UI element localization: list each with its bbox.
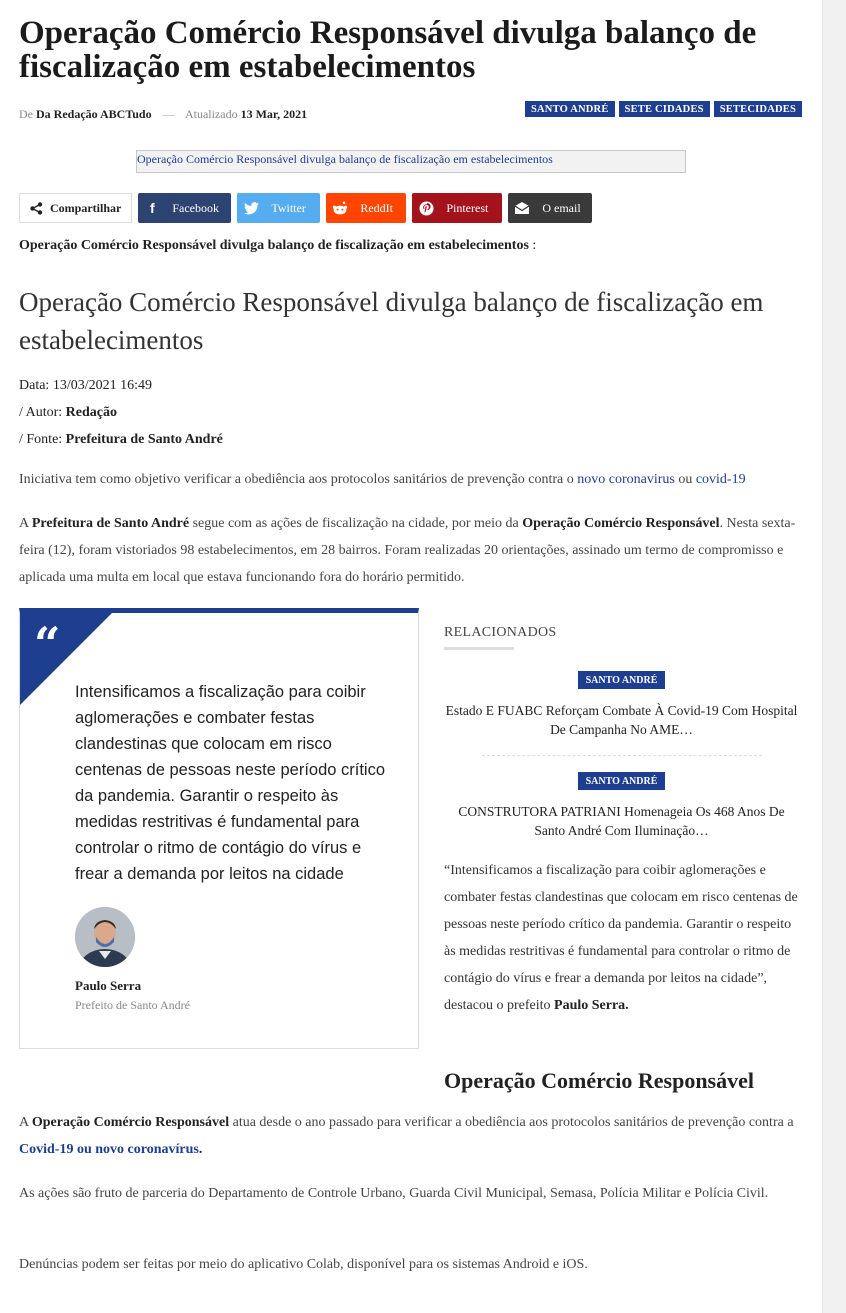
share-label-text: Compartilhar bbox=[50, 200, 122, 215]
email-icon bbox=[508, 193, 536, 223]
p2-a: A bbox=[19, 516, 32, 531]
related-item-title[interactable]: CONSTRUTORA PATRIANI Homenageia Os 468 Anos De Santo André Com Iluminação… bbox=[458, 804, 785, 838]
quote-paragraph bbox=[444, 857, 800, 1019]
pinterest-icon bbox=[412, 193, 440, 223]
info-date: Data: 13/03/2021 16:49 bbox=[19, 378, 152, 393]
paragraph-operation-details bbox=[19, 1109, 802, 1163]
related-item bbox=[444, 670, 799, 757]
p1-text: Iniciativa tem como objetivo verificar a obediência aos protocolos sanitários de prevenção contra o bbox=[19, 472, 578, 487]
share-email-button[interactable] bbox=[508, 193, 592, 223]
category-tag-setecidades[interactable]: SETECIDADES bbox=[714, 101, 802, 117]
info-source-value: Prefeitura de Santo André bbox=[65, 432, 223, 447]
related-item bbox=[444, 771, 799, 840]
article-info bbox=[19, 372, 223, 453]
article-subtitle: Operação Comércio Responsável divulga balanço de fiscalização em estabelecimentos bbox=[19, 287, 764, 355]
lead-suffix: : bbox=[528, 238, 537, 253]
paragraph-partnership: As ações são fruto de parceria do Departamento de Controle Urbano, Guarda Civil Municipal, Semasa, Polícia Militar e Polícia Civil. bbox=[19, 1186, 769, 1201]
info-source bbox=[19, 426, 223, 453]
paragraph-reports: Denúncias podem ser feitas por meio do aplicativo Colab, disponível para os sistemas Android e iOS. bbox=[19, 1257, 588, 1272]
quote-author-role: Prefeito de Santo André bbox=[75, 998, 190, 1012]
p2-bold-operacao: Operação Comércio Responsável bbox=[522, 516, 720, 531]
related-item-title[interactable]: Estado E FUABC Reforçam Combate À Covid-19 Com Hospital De Campanha No AME… bbox=[445, 703, 798, 737]
pull-quote bbox=[19, 608, 419, 1049]
paragraph-intro bbox=[19, 466, 809, 493]
category-tag-sete-cidades[interactable]: SETE CIDADES bbox=[619, 101, 710, 117]
share-twitter-button[interactable] bbox=[237, 193, 320, 223]
share-label bbox=[19, 193, 132, 223]
updated-label: Atualizado bbox=[184, 107, 238, 121]
link-covid-19[interactable]: covid-19 bbox=[695, 472, 746, 487]
share-facebook-label: Facebook bbox=[172, 200, 219, 215]
related-category-tag[interactable]: SANTO ANDRÉ bbox=[578, 772, 666, 790]
share-icon bbox=[30, 202, 43, 215]
reddit-icon bbox=[326, 193, 354, 223]
info-source-label: / Fonte: bbox=[19, 432, 66, 447]
share-pinterest-button[interactable] bbox=[412, 193, 502, 223]
p3-d: . bbox=[198, 1142, 203, 1157]
quote-paragraph-bold: Paulo Serra. bbox=[554, 998, 629, 1013]
quote-paragraph-text: “Intensificamos a fiscalização para coibir aglomerações e combater festas clandestinas que colocam em risco centenas de pessoas neste período crítico da pandemia. Garantir o respeito às medidas restritivas é fundamental para controlar o ritmo de contágio do vírus e frear a demanda por leitos na cidade”, destacou o prefeito bbox=[444, 863, 798, 1013]
p3-a: A bbox=[19, 1115, 32, 1130]
lead-line bbox=[19, 238, 536, 254]
by-label: De bbox=[19, 107, 33, 121]
scrollbar[interactable] bbox=[822, 0, 846, 1313]
category-tags bbox=[525, 101, 802, 117]
p3-bold: Operação Comércio Responsável bbox=[31, 1115, 230, 1130]
link-covid-coronavirus[interactable]: Covid-19 ou novo coronavírus bbox=[19, 1142, 199, 1157]
p2-d: . Nesta sexta-feira (12), foram vistoriados 98 estabelecimentos, em 28 bairros. Foram realizadas 20 orientações, assinado um termo de compromisso e aplicada uma multa em local que estava funcionando fora do horário permitido. bbox=[19, 516, 796, 585]
quote-author-name: Paulo Serra bbox=[75, 978, 142, 993]
p2-c: segue com as ações de fiscalização na cidade, por meio da bbox=[189, 516, 523, 531]
p2-bold-prefeitura: Prefeitura de Santo André bbox=[31, 516, 190, 531]
p3-c: atua desde o ano passado para verificar a obediência aos protocolos sanitários de prevenção contra a bbox=[229, 1115, 794, 1130]
related-heading: RELACIONADOS bbox=[444, 625, 557, 640]
related-posts bbox=[444, 625, 799, 840]
meta-separator: — bbox=[162, 107, 175, 121]
share-reddit-button[interactable] bbox=[326, 193, 406, 223]
share-bar bbox=[19, 193, 592, 223]
related-category-tag[interactable]: SANTO ANDRÉ bbox=[578, 671, 666, 689]
related-heading-underline bbox=[444, 647, 514, 650]
facebook-icon: f bbox=[149, 200, 155, 216]
breadcrumb[interactable]: Operação Comércio Responsável divulga balanço de fiscalização em estabelecimentos bbox=[136, 150, 686, 173]
share-reddit-label: ReddIt bbox=[360, 200, 393, 215]
author-link[interactable]: Da Redação ABCTudo bbox=[36, 107, 152, 121]
category-tag-santo-andre[interactable]: SANTO ANDRÉ bbox=[525, 101, 615, 117]
share-facebook-button[interactable] bbox=[138, 193, 231, 223]
article-meta bbox=[19, 107, 307, 122]
info-author bbox=[19, 399, 223, 426]
share-twitter-label: Twitter bbox=[271, 200, 306, 215]
paragraph-operation bbox=[19, 510, 802, 591]
quote-mark-icon: “ bbox=[34, 617, 61, 671]
info-author-value: Redação bbox=[65, 405, 117, 420]
quote-text: Intensificamos a fiscalização para coibir aglomerações e combater festas clandestinas que colocam em risco centenas de pessoas neste período crítico da pandemia. Garantir o respeito às medidas restritivas é fundamental para controlar o ritmo de contágio do vírus e frear a demanda por leitos na cidade bbox=[75, 683, 386, 883]
info-author-label: / Autor: bbox=[19, 405, 66, 420]
share-email-label: O email bbox=[542, 200, 581, 215]
article-title: Operação Comércio Responsável divulga balanço de fiscalização em estabelecimentos bbox=[19, 15, 757, 85]
lead-bold: Operação Comércio Responsável divulga balanço de fiscalização em estabelecimentos bbox=[19, 238, 529, 253]
p1-mid: ou bbox=[674, 472, 696, 487]
related-divider bbox=[482, 755, 762, 757]
section-heading: Operação Comércio Responsável bbox=[444, 1068, 754, 1093]
share-pinterest-label: Pinterest bbox=[446, 200, 489, 215]
link-novo-coronavirus[interactable]: novo coronavirus bbox=[577, 472, 675, 487]
updated-date: 13 Mar, 2021 bbox=[240, 107, 308, 121]
avatar bbox=[75, 907, 135, 967]
twitter-icon bbox=[237, 193, 265, 223]
